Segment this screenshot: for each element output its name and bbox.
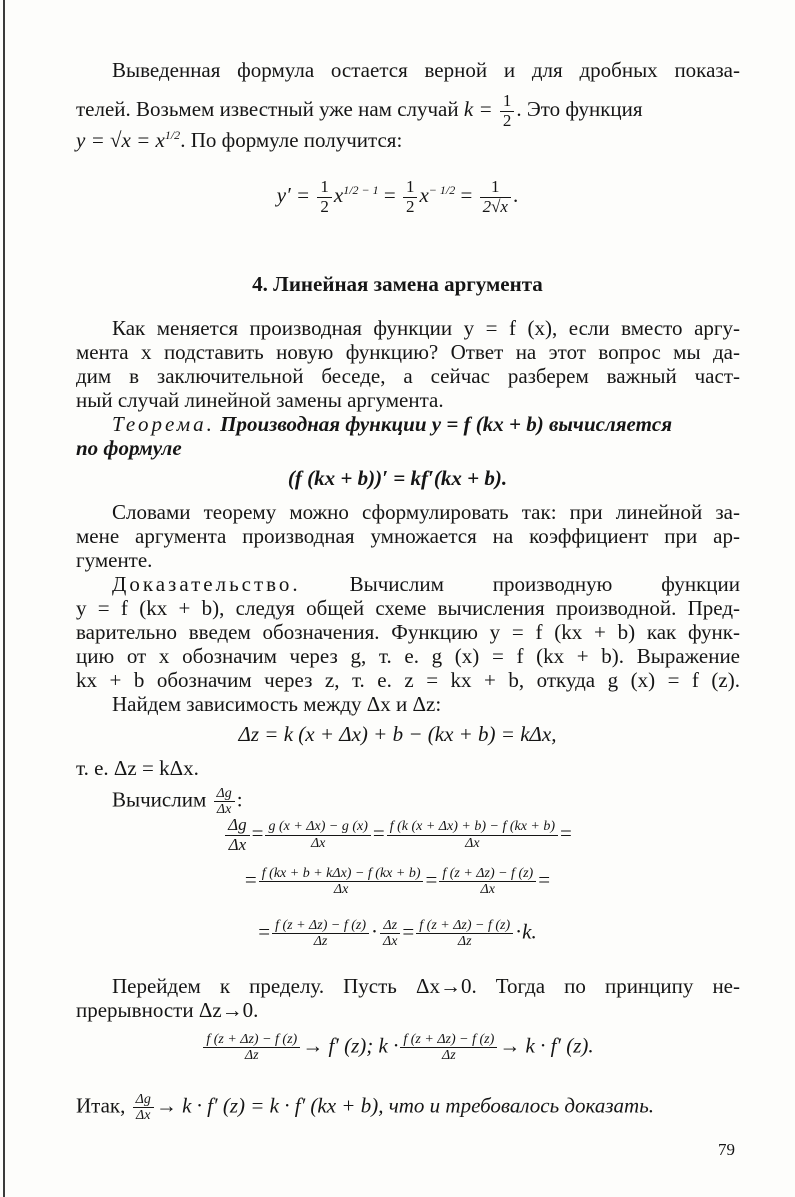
math-part: · bbox=[370, 919, 378, 944]
frac-den: Δz bbox=[244, 1048, 259, 1064]
frac-den: Δx bbox=[136, 1108, 151, 1124]
text-line: kx + b обозначим через z, т. е. z = kx + b, откуда g (x) = f (z). bbox=[76, 668, 740, 692]
theorem-line bbox=[112, 412, 740, 436]
math-part: . bbox=[512, 183, 519, 207]
text-line bbox=[76, 128, 740, 152]
frac-den: Δx bbox=[228, 834, 247, 854]
text-span: телей. Возьмем известный уже нам случай bbox=[76, 97, 459, 121]
proof-label: Доказательство. bbox=[112, 572, 301, 596]
formula-chain-line-3 bbox=[0, 918, 795, 950]
frac-num: Δz bbox=[380, 918, 400, 934]
math-part: = bbox=[383, 183, 396, 207]
math-part: = bbox=[372, 821, 385, 845]
fraction-dg-dx bbox=[214, 786, 235, 818]
proof-line bbox=[112, 572, 740, 596]
text-line: ный случай линейной замены аргумента. bbox=[76, 388, 444, 412]
text-line: цию от x обозначим через g, т. е. g (x) = f (kx + b). Выражение bbox=[76, 644, 740, 668]
formula-theorem: (f (kx + b))′ = kf′(kx + b). bbox=[287, 466, 508, 490]
math-part: = bbox=[538, 867, 551, 892]
frac-den: 2 bbox=[502, 110, 512, 130]
exponent: − 1/2 bbox=[428, 183, 456, 197]
fraction-f-shift bbox=[259, 866, 424, 898]
frac-den: Δx bbox=[310, 835, 326, 851]
math-part: = bbox=[560, 821, 572, 845]
math-part: Δz = k (x + Δx) + b − (kx + b) = kΔx, bbox=[238, 722, 557, 746]
text-line bbox=[112, 786, 740, 818]
text-span: . Это функция bbox=[516, 97, 643, 121]
frac-num: 1 bbox=[403, 178, 418, 198]
text-line: варительно введем обозначения. Функцию y = f (kx + b) как функ- bbox=[76, 620, 740, 644]
frac-den: Δx bbox=[382, 934, 398, 950]
frac-num: Δg bbox=[214, 786, 235, 802]
math-part: → k · f′ (z). bbox=[499, 1033, 594, 1058]
theorem-line: по формуле bbox=[76, 436, 182, 460]
text-span: → k · f′ (z) = k · f′ (kx + b), что и требовалось доказать. bbox=[155, 1093, 654, 1118]
fraction-dg-dx bbox=[133, 1092, 154, 1124]
math-part: = bbox=[402, 919, 415, 944]
frac-num: f (z + Δz) − f (z) bbox=[416, 918, 513, 934]
math-part: = bbox=[244, 867, 257, 892]
text-span: Итак, bbox=[76, 1093, 126, 1118]
text-line: Как меняется производная функции y = f (x), если вместо аргу- bbox=[112, 316, 740, 340]
text-line: y = f (kx + b), следуя общей схеме вычисления производной. Пред- bbox=[76, 596, 740, 620]
theorem-statement: Производная функции y = f (kx + b) вычисляется bbox=[220, 412, 673, 436]
frac-den: 2 bbox=[320, 196, 329, 216]
exponent: 1/2 − 1 bbox=[343, 183, 379, 197]
frac-den: Δz bbox=[313, 934, 328, 950]
text-span: Вычислим производную функции bbox=[349, 572, 740, 596]
theorem-label: Теорема. bbox=[112, 412, 215, 436]
math-part: = bbox=[251, 821, 264, 845]
formula-derivative-sqrt bbox=[0, 178, 795, 216]
frac-num: 1 bbox=[500, 92, 515, 112]
formula-delta-z bbox=[0, 722, 795, 746]
frac-den: 2 bbox=[405, 196, 415, 216]
math-part: x bbox=[419, 183, 429, 207]
text-line: Выведенная формула остается верной и для дробных показа- bbox=[112, 58, 740, 82]
text-span: : bbox=[236, 787, 243, 812]
frac-den: Δz bbox=[457, 934, 472, 950]
frac-num: f (kx + b + kΔx) − f (kx + b) bbox=[259, 866, 424, 882]
text-line: мене аргумента производная умножается на коэффициент при ар- bbox=[76, 524, 740, 548]
frac-num: 1 bbox=[317, 178, 332, 198]
formula-chain-line-1 bbox=[0, 816, 795, 854]
frac-den: 2√x bbox=[482, 196, 508, 216]
text-line: Словами теорему можно сформулировать так: при линейной за- bbox=[112, 500, 740, 524]
math-part: = bbox=[425, 867, 438, 892]
fraction-f-z-dz bbox=[203, 1032, 300, 1064]
text-span: . По формуле получится: bbox=[180, 128, 403, 152]
math-part: y′ = bbox=[276, 183, 311, 207]
exponent-half: 1/2 bbox=[164, 128, 181, 142]
frac-num: f (z + Δz) − f (z) bbox=[203, 1032, 300, 1048]
frac-num: g (x + Δx) − g (x) bbox=[265, 819, 370, 835]
text-line bbox=[76, 92, 740, 130]
math-k: k = bbox=[463, 97, 493, 121]
text-line: гументе. bbox=[76, 548, 153, 572]
text-line: Перейдем к пределу. Пусть Δx→0. Тогда по принципу не- bbox=[112, 974, 740, 998]
page-number: 79 bbox=[718, 1140, 735, 1159]
frac-num: Δg bbox=[225, 816, 249, 836]
frac-den: Δx bbox=[465, 835, 480, 851]
formula-chain-line-2 bbox=[0, 866, 795, 898]
fraction-f-difference bbox=[387, 819, 558, 851]
math-part: · bbox=[515, 919, 523, 944]
section-heading: 4. Линейная замена аргумента bbox=[252, 272, 543, 296]
frac-den: Δx bbox=[480, 882, 495, 898]
math-part: k. bbox=[522, 919, 537, 944]
frac-num: Δg bbox=[133, 1092, 154, 1108]
fraction-g-difference bbox=[265, 819, 370, 851]
fraction-one-half bbox=[500, 92, 515, 130]
math-part: = bbox=[460, 183, 473, 207]
frac-num: f (z + Δz) − f (z) bbox=[439, 866, 536, 882]
frac-num: f (k (x + Δx) + b) − f (kx + b) bbox=[387, 819, 558, 835]
formula-limit bbox=[0, 1032, 795, 1064]
math-part: → f′ (z); bbox=[302, 1033, 374, 1058]
math-part: x bbox=[333, 183, 344, 207]
frac-den: Δx bbox=[333, 882, 349, 898]
text-line: т. е. Δz = kΔx. bbox=[76, 756, 199, 780]
text-line: Найдем зависимость между Δx и Δz: bbox=[112, 692, 442, 716]
fraction-one-over-2sqrtx bbox=[480, 178, 511, 216]
fraction-f-z-dz bbox=[400, 1032, 497, 1064]
fraction-f-z bbox=[439, 866, 536, 898]
fraction-dz-dx bbox=[380, 918, 400, 950]
text-line bbox=[76, 1092, 740, 1124]
math-part: = bbox=[258, 919, 271, 944]
frac-num: f (z + Δz) − f (z) bbox=[272, 918, 369, 934]
frac-num: f (z + Δz) − f (z) bbox=[400, 1032, 497, 1048]
fraction-dg-dx bbox=[225, 816, 249, 854]
fraction-f-z-dz bbox=[416, 918, 513, 950]
math-y: y = √x = x bbox=[76, 128, 165, 152]
text-line: прерывности Δz→0. bbox=[76, 998, 259, 1022]
fraction-f-z-dz bbox=[272, 918, 369, 950]
fraction-one-half bbox=[403, 178, 418, 216]
math-part: k · bbox=[378, 1033, 399, 1058]
text-line: дим в заключительной беседе, а сейчас разберем важный част- bbox=[76, 364, 740, 388]
frac-den: Δx bbox=[216, 802, 232, 818]
frac-num: 1 bbox=[480, 178, 511, 198]
frac-den: Δz bbox=[441, 1048, 456, 1064]
text-span: Вычислим bbox=[112, 787, 207, 812]
text-line: мента x подставить новую функцию? Ответ на этот вопрос мы да- bbox=[76, 340, 740, 364]
fraction-one-half bbox=[317, 178, 332, 216]
